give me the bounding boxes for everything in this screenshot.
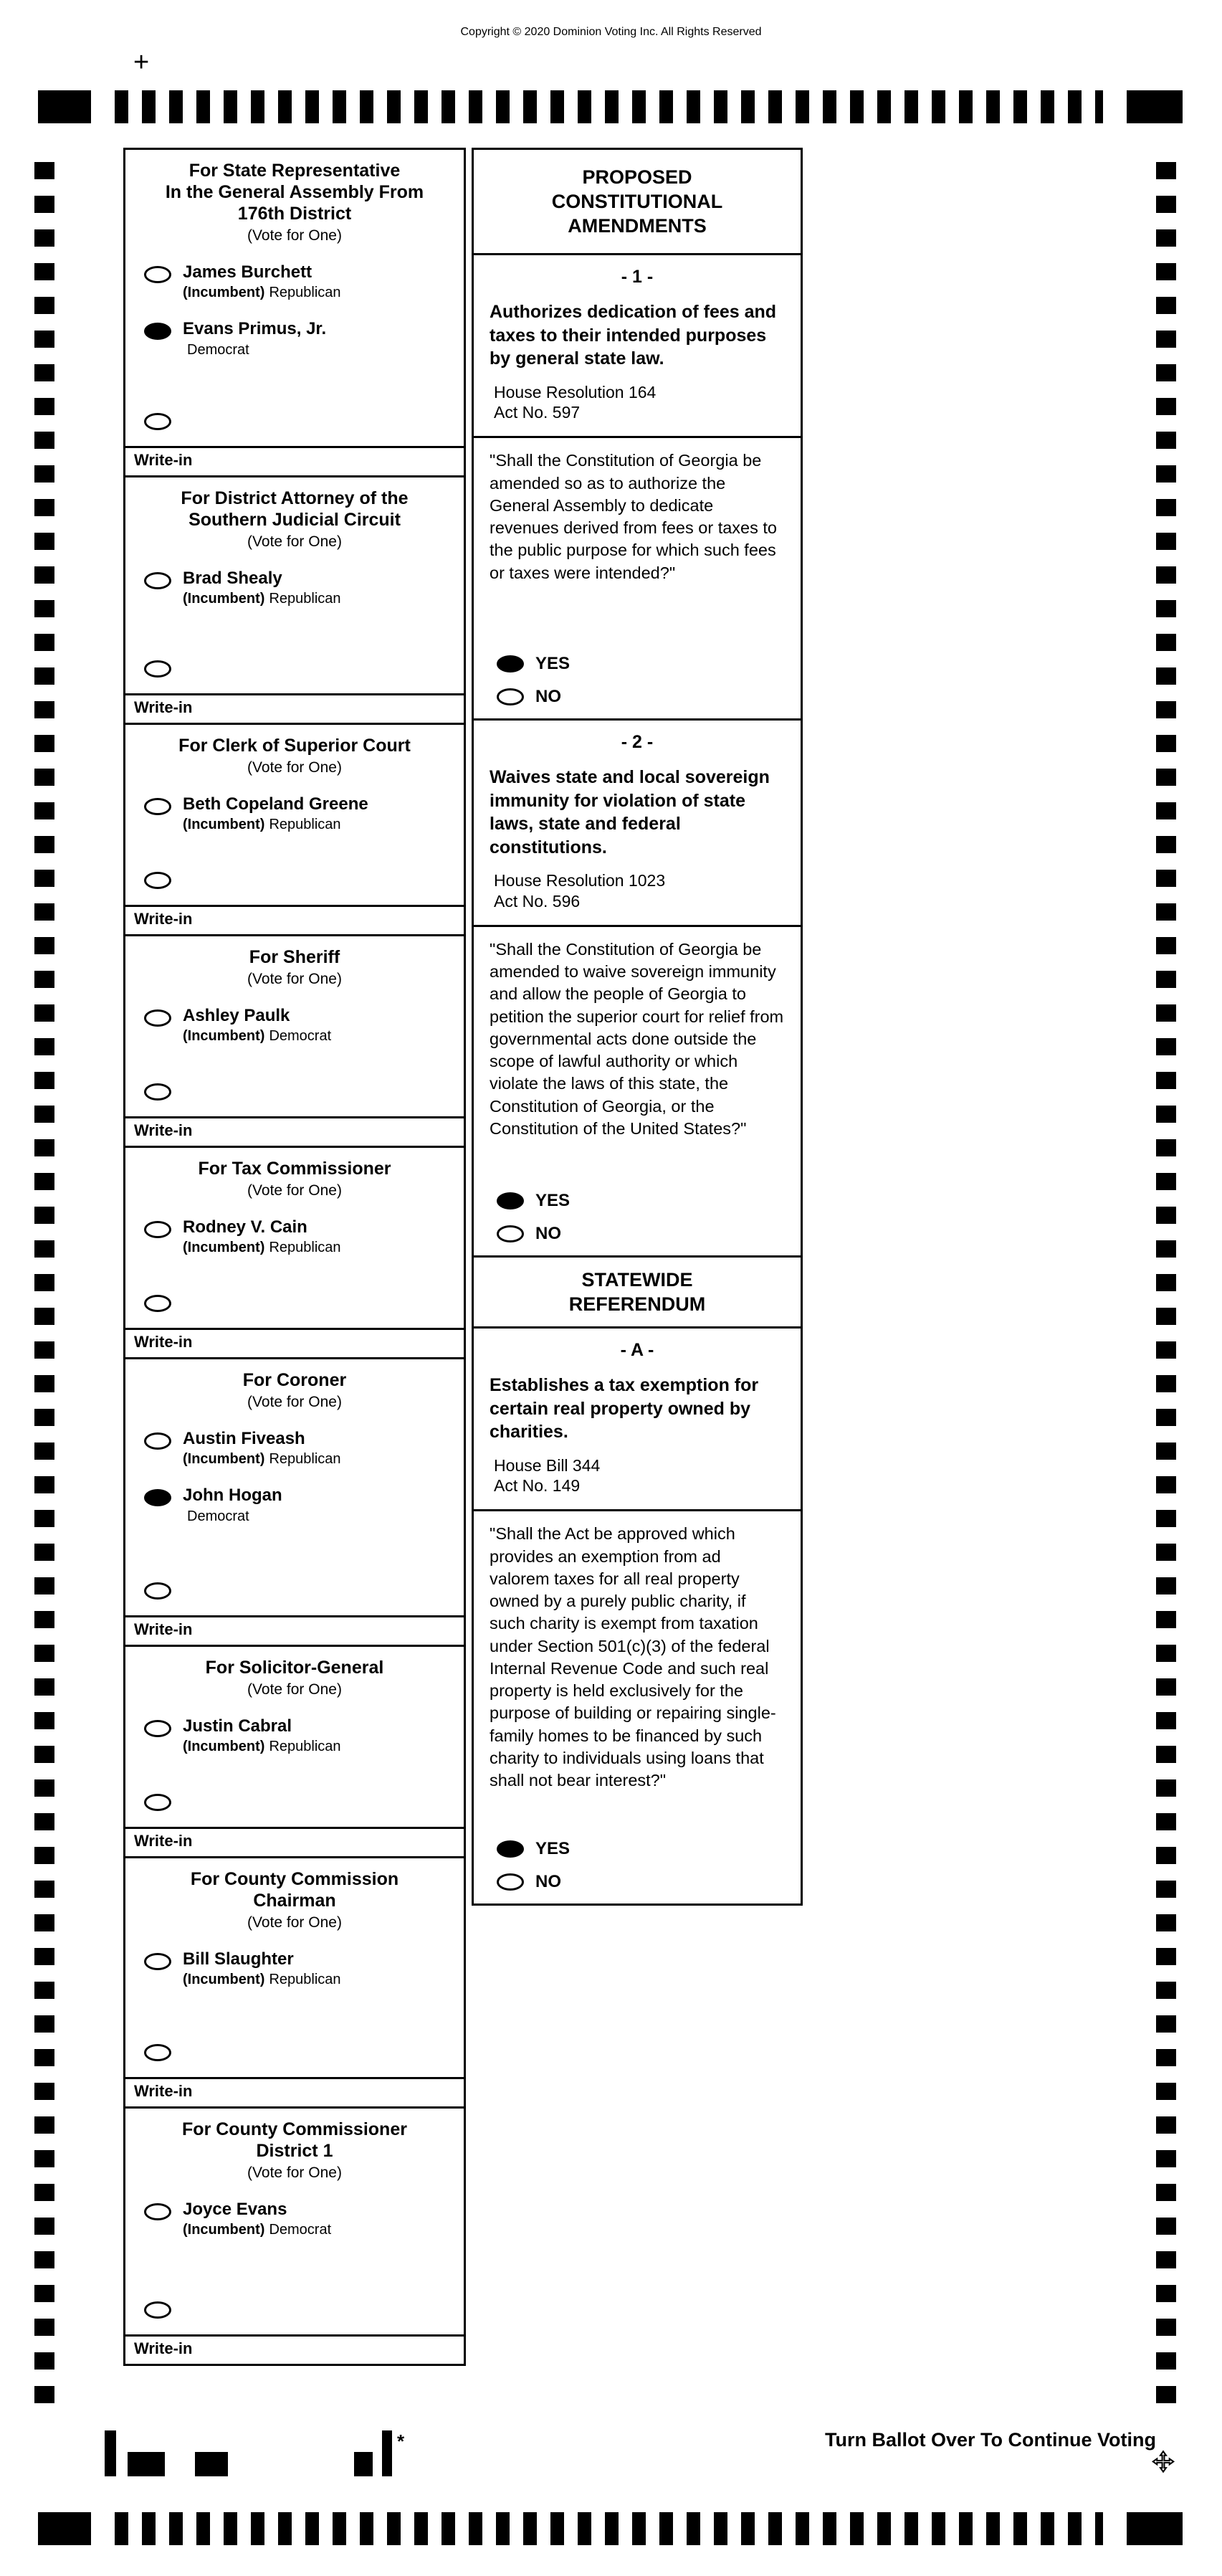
write-in-row bbox=[125, 1579, 464, 1600]
timing-marks-right bbox=[1156, 162, 1176, 2405]
amendments-header: PROPOSED CONSTITUTIONAL AMENDMENTS bbox=[472, 148, 803, 255]
measure-divider bbox=[474, 436, 801, 438]
write-in-row bbox=[125, 657, 464, 678]
write-in-oval[interactable] bbox=[144, 2301, 171, 2319]
timing-block-left bbox=[38, 2512, 91, 2545]
contest-title: For Clerk of Superior Court (Vote for One) bbox=[125, 735, 464, 776]
contest-state-representative bbox=[123, 148, 466, 477]
footer-barcode-bar bbox=[128, 2452, 165, 2476]
vote-for-instruction: (Vote for One) bbox=[247, 1681, 342, 1698]
timing-marks-top bbox=[38, 90, 1183, 123]
referendum-header: STATEWIDE REFERENDUM bbox=[472, 1255, 803, 1329]
write-in-label: Write-in bbox=[134, 1620, 193, 1638]
write-in-oval[interactable] bbox=[144, 1582, 171, 1600]
measure-referendum-a bbox=[472, 1326, 803, 1906]
footer-star-mark: * bbox=[397, 2430, 405, 2452]
candidate-row: Joyce Evans (Incumbent) Democrat bbox=[125, 2200, 464, 2238]
footer-barcode-bar bbox=[195, 2452, 228, 2476]
measure-reference: House Resolution 164 Act No. 597 bbox=[494, 382, 657, 422]
write-in-label: Write-in bbox=[134, 1121, 193, 1139]
measures-column bbox=[472, 148, 803, 1906]
choice-yes: YES bbox=[490, 1839, 785, 1859]
measure-amendment-2 bbox=[472, 718, 803, 1258]
vote-oval[interactable] bbox=[144, 1432, 171, 1450]
timing-bars bbox=[115, 2512, 1103, 2545]
write-in-row bbox=[125, 1080, 464, 1101]
vote-oval[interactable] bbox=[497, 1873, 524, 1891]
measure-number: - 2 - bbox=[621, 732, 654, 752]
choice-yes: YES bbox=[490, 1191, 785, 1211]
write-in-label: Write-in bbox=[134, 2339, 193, 2357]
vote-oval[interactable] bbox=[144, 2203, 171, 2220]
candidate-row: Bill Slaughter (Incumbent) Republican bbox=[125, 1950, 464, 1988]
measure-reference: House Bill 344 Act No. 149 bbox=[494, 1455, 601, 1496]
write-in-oval[interactable] bbox=[144, 872, 171, 889]
contest-sheriff bbox=[123, 934, 466, 1148]
write-in-row bbox=[125, 2299, 464, 2319]
measure-summary: Waives state and local sovereign immunity for violation of state laws, state and federal constitutions. bbox=[490, 767, 770, 857]
write-in-label: Write-in bbox=[134, 1832, 193, 1850]
contest-coroner bbox=[123, 1357, 466, 1647]
write-in-row bbox=[125, 410, 464, 430]
vote-for-instruction: (Vote for One) bbox=[247, 2164, 342, 2181]
contest-clerk-of-superior-court bbox=[123, 723, 466, 936]
measure-number: - 1 - bbox=[621, 267, 654, 287]
write-in-row bbox=[125, 2041, 464, 2061]
measure-reference: House Resolution 1023 Act No. 596 bbox=[494, 871, 666, 911]
timing-block-right bbox=[1127, 2512, 1183, 2545]
candidate-row: Evans Primus, Jr. Democrat bbox=[125, 320, 464, 358]
write-in-oval[interactable] bbox=[144, 2044, 171, 2061]
measure-question: "Shall the Constitution of Georgia be amended so as to authorize the General Assembly to dedicate revenues derived from fees or taxes to the public purpose for which such fees or taxes were intended?" bbox=[490, 451, 778, 582]
copyright-line: Copyright © 2020 Dominion Voting Inc. All Rights Reserved bbox=[460, 26, 762, 38]
write-in-oval[interactable] bbox=[144, 1295, 171, 1312]
vote-oval[interactable] bbox=[144, 1221, 171, 1238]
candidate-row: Rodney V. Cain (Incumbent) Republican bbox=[125, 1218, 464, 1256]
vote-for-instruction: (Vote for One) bbox=[247, 1914, 342, 1931]
write-in-label: Write-in bbox=[134, 2082, 193, 2100]
contest-title: For County Commission Chairman (Vote for One) bbox=[125, 1868, 464, 1931]
contest-county-commissioner-district-1 bbox=[123, 2106, 466, 2366]
choice-no: NO bbox=[490, 687, 785, 707]
write-in-label: Write-in bbox=[134, 1333, 193, 1351]
footer-barcode-bar bbox=[382, 2430, 392, 2476]
write-in-label: Write-in bbox=[134, 451, 193, 469]
vote-for-instruction: (Vote for One) bbox=[247, 533, 342, 550]
choice-yes: YES bbox=[490, 654, 785, 674]
footer-barcode-bar bbox=[105, 2430, 116, 2476]
contest-title: For Solicitor-General (Vote for One) bbox=[125, 1657, 464, 1698]
contest-solicitor-general bbox=[123, 1645, 466, 1858]
choice-no: NO bbox=[490, 1872, 785, 1892]
vote-for-instruction: (Vote for One) bbox=[247, 227, 342, 244]
vote-oval[interactable] bbox=[497, 655, 524, 672]
vote-oval[interactable] bbox=[497, 1840, 524, 1858]
vote-for-instruction: (Vote for One) bbox=[247, 971, 342, 987]
timing-marks-left bbox=[34, 162, 54, 2405]
vote-oval[interactable] bbox=[144, 572, 171, 589]
contest-title: For District Attorney of the Southern Judicial Circuit (Vote for One) bbox=[125, 488, 464, 551]
contest-county-commission-chairman bbox=[123, 1856, 466, 2109]
contest-title: For Tax Commissioner (Vote for One) bbox=[125, 1158, 464, 1199]
measure-summary: Authorizes dedication of fees and taxes to their intended purposes by general state law. bbox=[490, 302, 777, 369]
move-cursor-icon bbox=[1150, 2449, 1177, 2476]
vote-for-instruction: (Vote for One) bbox=[247, 1394, 342, 1410]
vote-oval[interactable] bbox=[144, 798, 171, 815]
measure-choices bbox=[490, 1826, 785, 1893]
measure-choices bbox=[490, 641, 785, 708]
measure-choices bbox=[490, 1178, 785, 1245]
vote-oval[interactable] bbox=[144, 1953, 171, 1970]
registration-plus-mark: + bbox=[133, 47, 150, 77]
footer-barcode-bar bbox=[354, 2452, 373, 2476]
measure-amendment-1 bbox=[472, 253, 803, 721]
candidate-row: John Hogan Democrat bbox=[125, 1486, 464, 1524]
measure-question: "Shall the Constitution of Georgia be amended to waive sovereign immunity and allow the people of Georgia to petition the superior court for relief from governmental acts done outside the scope of lawful authority or which violate the laws of this state, the Constitution of Georgia, or the Constitution of the United States?" bbox=[490, 939, 784, 1138]
contest-title: For Sheriff (Vote for One) bbox=[125, 946, 464, 988]
vote-for-instruction: (Vote for One) bbox=[247, 759, 342, 776]
vote-oval[interactable] bbox=[497, 688, 524, 705]
write-in-label: Write-in bbox=[134, 698, 193, 716]
measure-divider bbox=[474, 925, 801, 927]
contest-tax-commissioner bbox=[123, 1146, 466, 1359]
candidate-row: Austin Fiveash (Incumbent) Republican bbox=[125, 1430, 464, 1468]
measure-question: "Shall the Act be approved which provides an exemption from ad valorem taxes for all real property owned by a purely public charity, if such charity is exempt from taxation under Section 501(c)(3) of the federal Internal Revenue Code and such real property is held exclusively for the purpose of building or repairing single-family homes to be financed by such charity to individuals using loans that shall not bear interest?" bbox=[490, 1524, 776, 1790]
vote-oval[interactable] bbox=[144, 266, 171, 283]
vote-oval[interactable] bbox=[144, 1489, 171, 1506]
vote-oval[interactable] bbox=[144, 323, 171, 340]
vote-for-instruction: (Vote for One) bbox=[247, 1182, 342, 1199]
write-in-oval[interactable] bbox=[144, 1794, 171, 1811]
contest-title: For County Commissioner District 1 (Vote for One) bbox=[125, 2119, 464, 2182]
measure-divider bbox=[474, 1509, 801, 1511]
contest-title: For Coroner (Vote for One) bbox=[125, 1369, 464, 1411]
candidate-row: Justin Cabral (Incumbent) Republican bbox=[125, 1717, 464, 1755]
candidate-row: Ashley Paulk (Incumbent) Democrat bbox=[125, 1007, 464, 1045]
contests-column bbox=[123, 148, 466, 2366]
measure-summary: Establishes a tax exemption for certain real property owned by charities. bbox=[490, 1375, 759, 1442]
choice-no: NO bbox=[490, 1224, 785, 1244]
timing-block-right bbox=[1127, 90, 1183, 123]
contest-title: For State Representative In the General Assembly From 176th District (Vote for One) bbox=[125, 160, 464, 244]
candidate-row: James Burchett (Incumbent) Republican bbox=[125, 263, 464, 301]
vote-oval[interactable] bbox=[497, 1225, 524, 1242]
measure-number: - A - bbox=[620, 1340, 654, 1360]
write-in-row bbox=[125, 1292, 464, 1312]
vote-oval[interactable] bbox=[497, 1192, 524, 1209]
write-in-row bbox=[125, 1791, 464, 1811]
turn-ballot-instruction: Turn Ballot Over To Continue Voting bbox=[825, 2429, 1156, 2451]
timing-marks-bottom bbox=[38, 2512, 1183, 2545]
write-in-label: Write-in bbox=[134, 910, 193, 928]
timing-block-left bbox=[38, 90, 91, 123]
write-in-oval[interactable] bbox=[144, 1083, 171, 1101]
write-in-oval[interactable] bbox=[144, 413, 171, 430]
vote-oval[interactable] bbox=[144, 1720, 171, 1737]
contest-district-attorney bbox=[123, 475, 466, 725]
timing-bars bbox=[115, 90, 1103, 123]
candidate-row: Beth Copeland Greene (Incumbent) Republican bbox=[125, 795, 464, 833]
write-in-oval[interactable] bbox=[144, 660, 171, 678]
vote-oval[interactable] bbox=[144, 1009, 171, 1027]
write-in-row bbox=[125, 869, 464, 889]
candidate-row: Brad Shealy (Incumbent) Republican bbox=[125, 569, 464, 607]
